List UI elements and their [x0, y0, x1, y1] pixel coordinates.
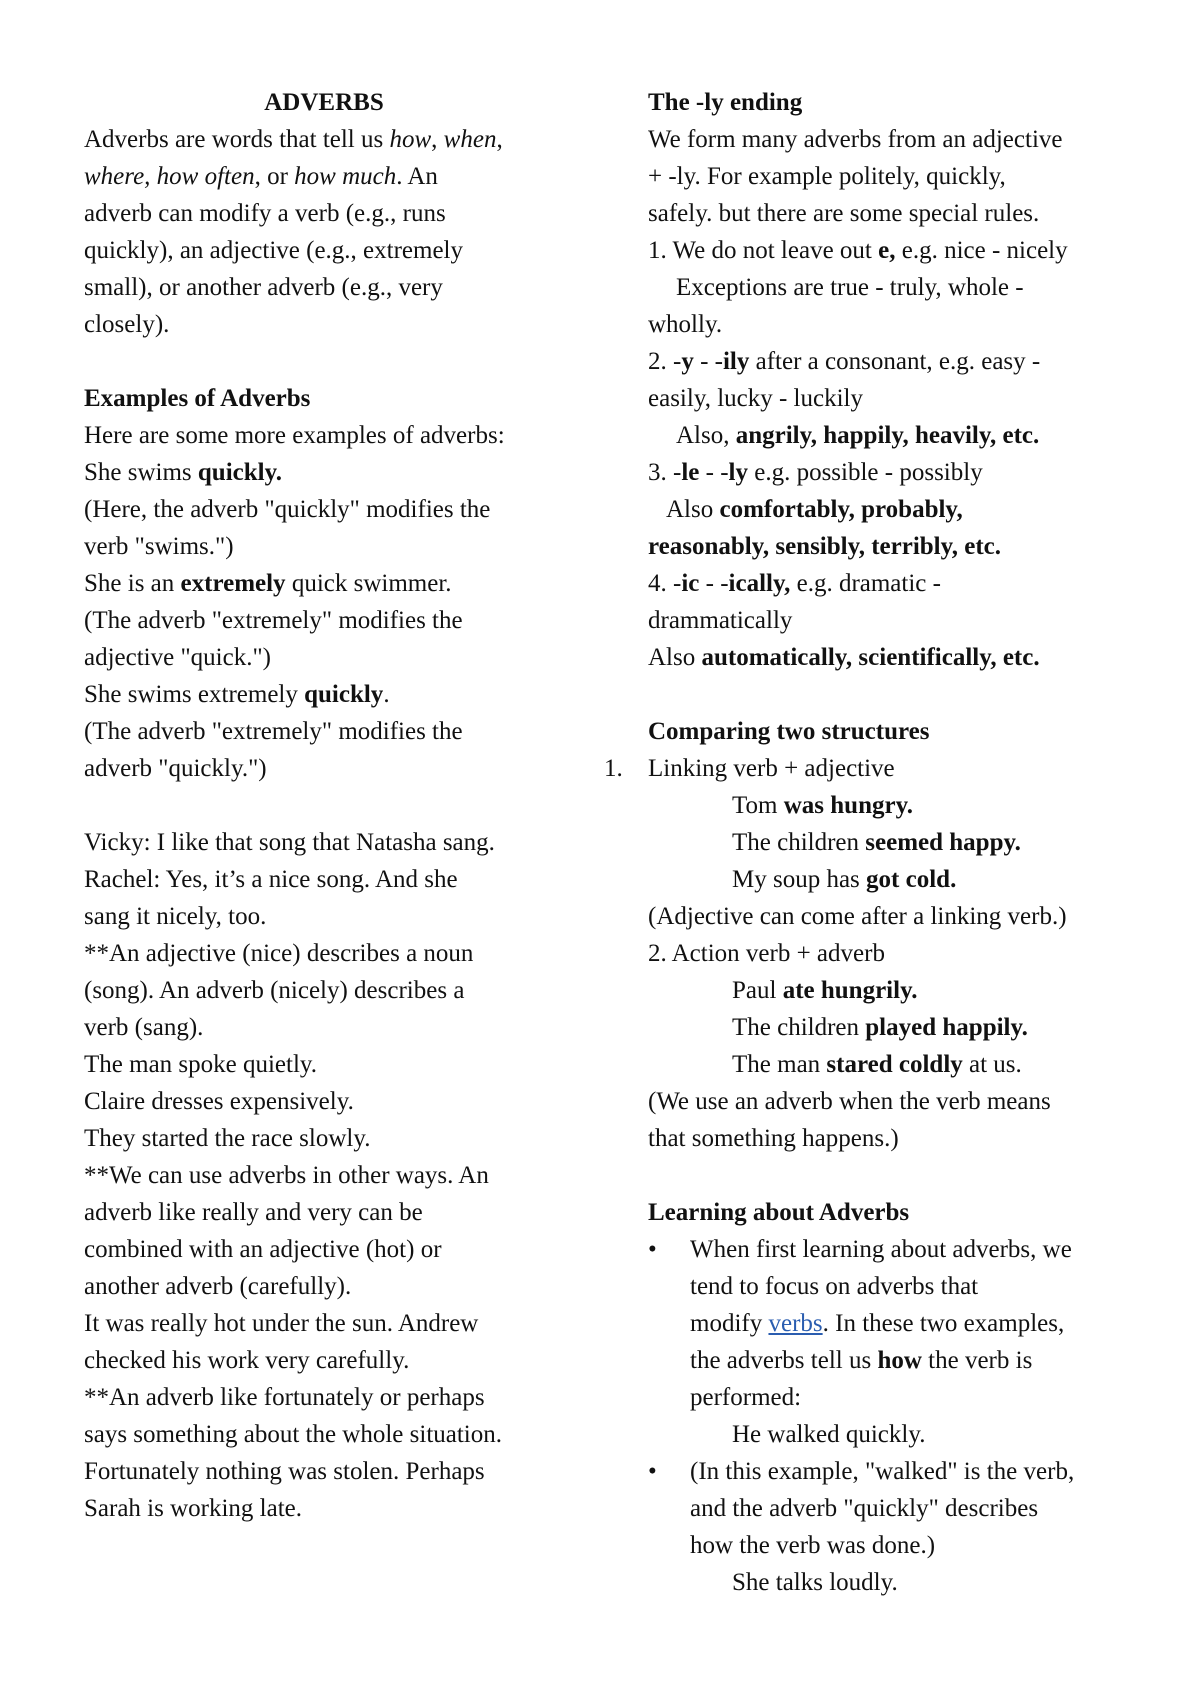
text-span: Also — [666, 496, 720, 523]
right-text-line — [648, 1231, 1138, 1268]
bold-text: seemed happy. — [865, 829, 1021, 856]
bold-text: quickly. — [197, 459, 282, 486]
left-text-line — [84, 713, 564, 750]
text-span: verb (sang). — [84, 1014, 204, 1041]
left-text-line — [84, 602, 564, 639]
italic-text: where, how often — [84, 163, 255, 190]
left-text-line — [84, 1009, 564, 1046]
bold-text: ly — [728, 459, 748, 486]
bold-text: how — [877, 1347, 922, 1374]
text-span: easily, lucky - luckily — [648, 385, 863, 412]
text-span: We form many adverbs from an adjective — [648, 126, 1063, 153]
right-text-line — [648, 1490, 1138, 1527]
text-span: verb "swims.") — [84, 533, 234, 560]
text-span: Fortunately nothing was stolen. Perhaps — [84, 1458, 485, 1485]
left-text-line — [84, 1453, 564, 1490]
text-span: Tom — [732, 792, 784, 819]
text-span: wholly. — [648, 311, 723, 338]
left-text-line — [84, 1416, 564, 1453]
right-text-line — [648, 898, 1138, 935]
bold-text: Learning about Adverbs — [648, 1199, 910, 1226]
bold-text: automatically, scientifically, etc. — [701, 644, 1040, 671]
text-span: + -ly. For example politely, quickly, — [648, 163, 1006, 190]
text-span: (Adjective can come after a linking verb.) — [648, 903, 1067, 930]
left-column — [84, 84, 564, 1527]
text-span: 2. Action verb + adverb — [648, 940, 885, 967]
text-span: and the adverb "quickly" describes — [690, 1495, 1039, 1522]
text-span: The children — [732, 829, 866, 856]
right-text-line — [648, 1268, 1138, 1305]
text-span: 3. - — [648, 459, 682, 486]
left-text-line — [84, 824, 564, 861]
left-text-line — [84, 380, 564, 417]
right-text-line — [648, 935, 1138, 972]
text-span: adverb can modify a verb (e.g., runs — [84, 200, 446, 227]
text-span: Adverbs are words that tell us — [84, 126, 390, 153]
right-text-line — [604, 750, 1138, 787]
bold-text: got cold. — [866, 866, 957, 893]
right-text-line — [648, 824, 1138, 861]
left-text-line — [84, 269, 564, 306]
text-span: how the verb was done.) — [690, 1532, 936, 1559]
left-text-line — [84, 1083, 564, 1120]
right-text-line — [648, 528, 1138, 565]
left-text-line — [84, 1194, 564, 1231]
right-text-line — [648, 1564, 1138, 1601]
bold-text: reasonably, sensibly, terribly, etc. — [648, 533, 1002, 560]
blank-line — [648, 1157, 1138, 1194]
bold-text: stared coldly — [826, 1051, 963, 1078]
left-text-line — [84, 417, 564, 454]
right-text-line — [648, 380, 1138, 417]
right-text-line — [648, 565, 1138, 602]
right-text-line — [648, 195, 1138, 232]
left-text-line — [84, 565, 564, 602]
right-text-line — [648, 1453, 1138, 1490]
text-span: (The adverb "extremely" modifies the — [84, 718, 463, 745]
blank-line — [84, 343, 564, 380]
text-span: Rachel: Yes, it’s a nice song. And she — [84, 866, 458, 893]
bold-text: Comparing two structures — [648, 718, 930, 745]
right-text-line — [648, 639, 1138, 676]
text-span: adverb like really and very can be — [84, 1199, 423, 1226]
left-text-line — [84, 195, 564, 232]
text-span: She swims extremely — [84, 681, 305, 708]
text-span: quickly), an adjective (e.g., extremely — [84, 237, 464, 264]
text-span: The man spoke quietly. — [84, 1051, 318, 1078]
right-text-line — [648, 232, 1138, 269]
text-span: . — [383, 681, 390, 708]
text-span: Exceptions are true - truly, whole - — [676, 274, 1024, 301]
left-text-line — [84, 639, 564, 676]
right-text-line — [648, 121, 1138, 158]
left-text-line — [84, 121, 564, 158]
left-text-line — [84, 1490, 564, 1527]
bold-text: y — [681, 348, 694, 375]
right-text-line — [648, 343, 1138, 380]
text-span: 2. - — [648, 348, 682, 375]
text-span: modify — [690, 1310, 769, 1337]
text-span: (song). An adverb (nicely) describes a — [84, 977, 465, 1004]
text-span: - - — [699, 570, 729, 597]
text-span: (In this example, "walked" is the verb, — [690, 1458, 1075, 1485]
bold-text: ADVERBS — [264, 89, 384, 116]
text-span: (We use an adverb when the verb means — [648, 1088, 1051, 1115]
text-span: 1. We do not leave out — [648, 237, 879, 264]
right-text-line — [648, 1083, 1138, 1120]
text-span: , or — [254, 163, 295, 190]
left-text-line — [84, 491, 564, 528]
text-span: the verb is — [921, 1347, 1033, 1374]
text-span: e.g. dramatic - — [790, 570, 941, 597]
right-text-line — [648, 1305, 1138, 1342]
bold-text: ically, — [728, 570, 791, 597]
bold-text: ily — [722, 348, 750, 375]
left-text-line — [84, 1231, 564, 1268]
left-text-line — [84, 861, 564, 898]
left-text-line — [84, 232, 564, 269]
text-span: Paul — [732, 977, 783, 1004]
right-text-line — [648, 972, 1138, 1009]
text-span: small), or another adverb (e.g., very — [84, 274, 443, 301]
left-text-line — [84, 1157, 564, 1194]
verbs-link[interactable]: verbs — [768, 1310, 823, 1337]
right-text-line — [648, 1046, 1138, 1083]
right-text-line — [648, 491, 1138, 528]
text-span: safely. but there are some special rules. — [648, 200, 1040, 227]
bold-text: ate hungrily. — [782, 977, 918, 1004]
left-text-line — [84, 1342, 564, 1379]
text-span: They started the race slowly. — [84, 1125, 371, 1152]
right-text-line — [648, 417, 1138, 454]
bold-text: quickly — [304, 681, 384, 708]
text-span: It was really hot under the sun. Andrew — [84, 1310, 479, 1337]
right-text-line — [648, 861, 1138, 898]
text-span: - - — [699, 459, 729, 486]
text-span: quick swimmer. — [285, 570, 452, 597]
left-text-line — [84, 454, 564, 491]
blank-line — [648, 676, 1138, 713]
right-text-line — [648, 1194, 1138, 1231]
text-span: performed: — [690, 1384, 802, 1411]
text-span: Also, — [676, 422, 736, 449]
text-span: adjective "quick.") — [84, 644, 271, 671]
text-span: combined with an adjective (hot) or — [84, 1236, 442, 1263]
left-text-line — [84, 1120, 564, 1157]
text-span: Vicky: I like that song that Natasha sang. — [84, 829, 495, 856]
text-span: He walked quickly. — [732, 1421, 926, 1448]
bold-text: was hungry. — [783, 792, 913, 819]
italic-text: how — [389, 126, 432, 153]
text-span: says something about the whole situation. — [84, 1421, 503, 1448]
right-column — [604, 84, 1138, 1601]
text-span: closely). — [84, 311, 170, 338]
text-span: She is an — [84, 570, 181, 597]
bold-text: ic — [681, 570, 700, 597]
right-text-line — [648, 1379, 1138, 1416]
text-span: that something happens.) — [648, 1125, 899, 1152]
left-text-line — [84, 676, 564, 713]
left-text-line — [84, 1379, 564, 1416]
text-span: . In these two examples, — [822, 1310, 1065, 1337]
text-span: When first learning about adverbs, we — [690, 1236, 1072, 1263]
bold-text: Examples of Adverbs — [84, 385, 311, 412]
text-span: **An adverb like fortunately or perhaps — [84, 1384, 485, 1411]
text-span: - - — [693, 348, 723, 375]
text-span: the adverbs tell us — [690, 1347, 878, 1374]
left-text-line — [84, 158, 564, 195]
text-span: adverb "quickly.") — [84, 755, 267, 782]
text-span: (The adverb "extremely" modifies the — [84, 607, 463, 634]
left-text-line — [84, 898, 564, 935]
left-text-line — [84, 935, 564, 972]
right-text-line — [648, 1120, 1138, 1157]
list-number: 1. — [604, 755, 623, 782]
text-span: 4. - — [648, 570, 682, 597]
bold-text: extremely — [180, 570, 286, 597]
text-span: e.g. possible - possibly — [747, 459, 983, 486]
text-span: another adverb (carefully). — [84, 1273, 352, 1300]
left-text-line — [84, 306, 564, 343]
bold-text: played happily. — [865, 1014, 1028, 1041]
bold-text: comfortably, probably, — [719, 496, 963, 523]
right-text-line — [648, 787, 1138, 824]
text-span: drammatically — [648, 607, 793, 634]
right-text-line — [648, 1009, 1138, 1046]
bold-text: angrily, happily, heavily, etc. — [735, 422, 1040, 449]
bold-text: e, — [878, 237, 896, 264]
text-span: Sarah is working late. — [84, 1495, 303, 1522]
right-text-line — [648, 158, 1138, 195]
text-span: My soup has — [732, 866, 867, 893]
text-span: sang it nicely, too. — [84, 903, 267, 930]
bold-text: The -ly ending — [648, 89, 803, 116]
text-span: Here are some more examples of adverbs: — [84, 422, 505, 449]
text-span: after a consonant, e.g. easy - — [749, 348, 1041, 375]
text-span: at us. — [962, 1051, 1022, 1078]
right-text-line — [648, 602, 1138, 639]
right-text-line — [648, 454, 1138, 491]
text-span: She talks loudly. — [732, 1569, 898, 1596]
text-span: She swims — [84, 459, 198, 486]
right-text-line — [648, 1342, 1138, 1379]
right-text-line — [648, 1527, 1138, 1564]
text-span: . An — [396, 163, 438, 190]
text-span: , — [496, 126, 503, 153]
text-span: **We can use adverbs in other ways. An — [84, 1162, 489, 1189]
text-span: tend to focus on adverbs that — [690, 1273, 979, 1300]
bullet-icon: • — [648, 1458, 657, 1485]
right-text-line — [648, 269, 1138, 306]
italic-text: how much — [294, 163, 397, 190]
bold-text: le — [681, 459, 700, 486]
bullet-icon: • — [648, 1236, 657, 1263]
blank-line — [84, 787, 564, 824]
text-span: e.g. nice - nicely — [895, 237, 1068, 264]
text-span: **An adjective (nice) describes a noun — [84, 940, 474, 967]
left-text-line — [84, 84, 564, 121]
right-text-line — [648, 306, 1138, 343]
left-text-line — [84, 972, 564, 1009]
right-text-line — [648, 84, 1138, 121]
text-span: The children — [732, 1014, 866, 1041]
left-text-line — [84, 1305, 564, 1342]
text-span: , — [431, 126, 444, 153]
left-text-line — [84, 750, 564, 787]
text-span: Linking verb + adjective — [648, 755, 895, 782]
left-text-line — [84, 1268, 564, 1305]
text-span: Claire dresses expensively. — [84, 1088, 354, 1115]
text-span: Also — [648, 644, 702, 671]
text-span: The man — [732, 1051, 827, 1078]
italic-text: when — [443, 126, 497, 153]
right-text-line — [648, 713, 1138, 750]
right-text-line — [648, 1416, 1138, 1453]
left-text-line — [84, 528, 564, 565]
left-text-line — [84, 1046, 564, 1083]
text-span: checked his work very carefully. — [84, 1347, 410, 1374]
text-span: (Here, the adverb "quickly" modifies the — [84, 496, 491, 523]
